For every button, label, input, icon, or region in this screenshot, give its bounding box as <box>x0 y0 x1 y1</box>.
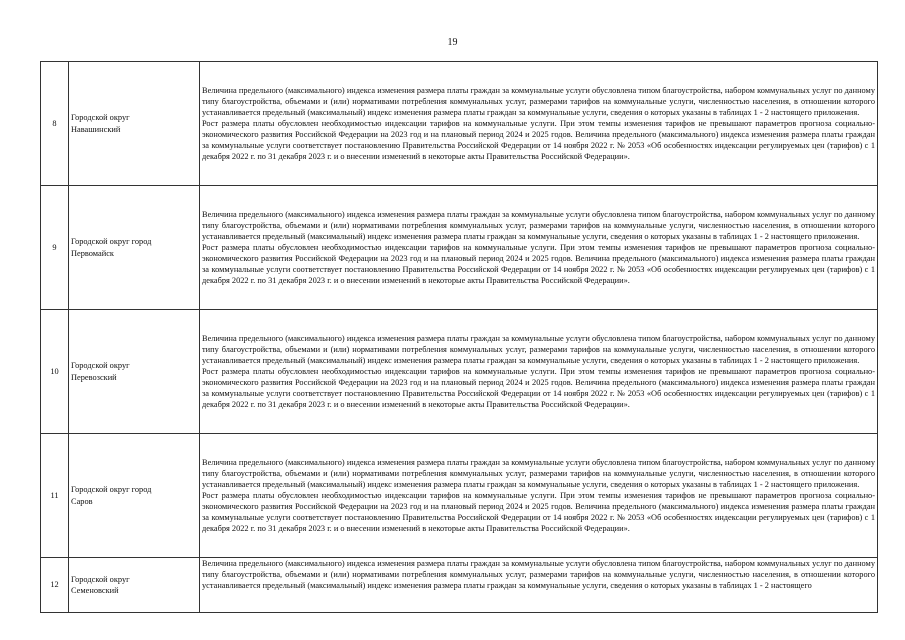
row-number: 12 <box>41 558 69 613</box>
justification-text: Величина предельного (максимального) индекса изменения размера платы граждан за коммунальные услуги обусловлена типом благоустройства, набором коммунальных услуг по данному типу благоустройства, объемами и (или) нормативами потребления коммунальных услуг, размерами тарифов на коммунальные услуги, численностью населения, в отношении которого устанавливается предельный (максимальный) индекс изменения размера платы граждан за коммунальные услуги, сведения о которых указаны в таблицах 1 - 2 настоящего приложения. Рост размера платы обусловлен необходимостью индексации тарифов на коммунальные услуги. При этом темпы изменения тарифов не превышают параметров прогноза социально-экономического развития Российской Федерации на 2023 год и на плановый период 2024 и 2025 годов. Величина предельного (максимального) индекса изменения размера платы граждан за коммунальные услуги соответствует постановлению Правительства Российской Федерации от 14 ноября 2022 г. № 2053 «Об особенностях индексации регулируемых цен (тарифов) с 1 декабря 2022 г. по 31 декабря 2023 г. и о внесении изменений в некоторые акты Правительства Российской Федерации». <box>200 186 878 310</box>
table-row <box>41 186 878 310</box>
justification-text: Величина предельного (максимального) индекса изменения размера платы граждан за коммунальные услуги обусловлена типом благоустройства, набором коммунальных услуг по данному типу благоустройства, объемами и (или) нормативами потребления коммунальных услуг, размерами тарифов на коммунальные услуги, численностью населения, в отношении которого устанавливается предельный (максимальный) индекс изменения размера платы граждан за коммунальные услуги, сведения о которых указаны в таблицах 1 - 2 настоящего приложения. Рост размера платы обусловлен необходимостью индексации тарифов на коммунальные услуги. При этом темпы изменения тарифов не превышают параметров прогноза социально-экономического развития Российской Федерации на 2023 год и на плановый период 2024 и 2025 годов. Величина предельного (максимального) индекса изменения размера платы граждан за коммунальные услуги соответствует постановлению Правительства Российской Федерации от 14 ноября 2022 г. № 2053 «Об особенностях индексации регулируемых цен (тарифов) с 1 декабря 2022 г. по 31 декабря 2023 г. и о внесении изменений в некоторые акты Правительства Российской Федерации». <box>200 62 878 186</box>
table-row <box>41 558 878 613</box>
municipality-name: Городской округ город Первомайск <box>69 186 200 310</box>
row-number: 8 <box>41 62 69 186</box>
row-number: 9 <box>41 186 69 310</box>
municipality-name: Городской округ Семеновский <box>69 558 200 613</box>
justification-text: Величина предельного (максимального) индекса изменения размера платы граждан за коммунальные услуги обусловлена типом благоустройства, набором коммунальных услуг по данному типу благоустройства, объемами и (или) нормативами потребления коммунальных услуг, размерами тарифов на коммунальные услуги, численностью населения, в отношении которого устанавливается предельный (максимальный) индекс изменения размера платы граждан за коммунальные услуги, сведения о которых указаны в таблицах 1 - 2 настоящего приложения. Рост размера платы обусловлен необходимостью индексации тарифов на коммунальные услуги. При этом темпы изменения тарифов не превышают параметров прогноза социально-экономического развития Российской Федерации на 2023 год и на плановый период 2024 и 2025 годов. Величина предельного (максимального) индекса изменения размера платы граждан за коммунальные услуги соответствует постановлению Правительства Российской Федерации от 14 ноября 2022 г. № 2053 «Об особенностях индексации регулируемых цен (тарифов) с 1 декабря 2022 г. по 31 декабря 2023 г. и о внесении изменений в некоторые акты Правительства Российской Федерации». <box>200 310 878 434</box>
row-number: 10 <box>41 310 69 434</box>
municipality-table <box>40 61 878 613</box>
page-number: 19 <box>447 37 458 48</box>
justification-text-cell <box>200 558 878 613</box>
table-row <box>41 434 878 558</box>
row-number: 11 <box>41 434 69 558</box>
municipality-name: Городской округ Навашинский <box>69 62 200 186</box>
municipality-name: Городской округ город Саров <box>69 434 200 558</box>
table-row <box>41 310 878 434</box>
justification-text: Величина предельного (максимального) индекса изменения размера платы граждан за коммунальные услуги обусловлена типом благоустройства, набором коммунальных услуг по данному типу благоустройства, объемами и (или) нормативами потребления коммунальных услуг, размерами тарифов на коммунальные услуги, численностью населения, в отношении которого устанавливается предельный (максимальный) индекс изменения размера платы граждан за коммунальные услуги, сведения о которых указаны в таблицах 1 - 2 настоящего приложения. Рост размера платы обусловлен необходимостью индексации тарифов на коммунальные услуги. При этом темпы изменения тарифов не превышают параметров прогноза социально-экономического развития Российской Федерации на 2023 год и на плановый период 2024 и 2025 годов. Величина предельного (максимального) индекса изменения размера платы граждан за коммунальные услуги соответствует постановлению Правительства Российской Федерации от 14 ноября 2022 г. № 2053 «Об особенностях индексации регулируемых цен (тарифов) с 1 декабря 2022 г. по 31 декабря 2023 г. и о внесении изменений в некоторые акты Правительства Российской Федерации». <box>200 434 878 558</box>
justification-text: Величина предельного (максимального) индекса изменения размера платы граждан за коммунальные услуги обусловлена типом благоустройства, набором коммунальных услуг по данному типу благоустройства, объемами и (или) нормативами потребления коммунальных услуг, размерами тарифов на коммунальные услуги, численностью населения, в отношении которого устанавливается предельный (максимальный) индекс изменения размера платы граждан за коммунальные услуги, сведения о которых указаны в таблицах 1 - 2 настоящего <box>202 559 875 591</box>
table-row <box>41 62 878 186</box>
municipality-name: Городской округ Перевозский <box>69 310 200 434</box>
